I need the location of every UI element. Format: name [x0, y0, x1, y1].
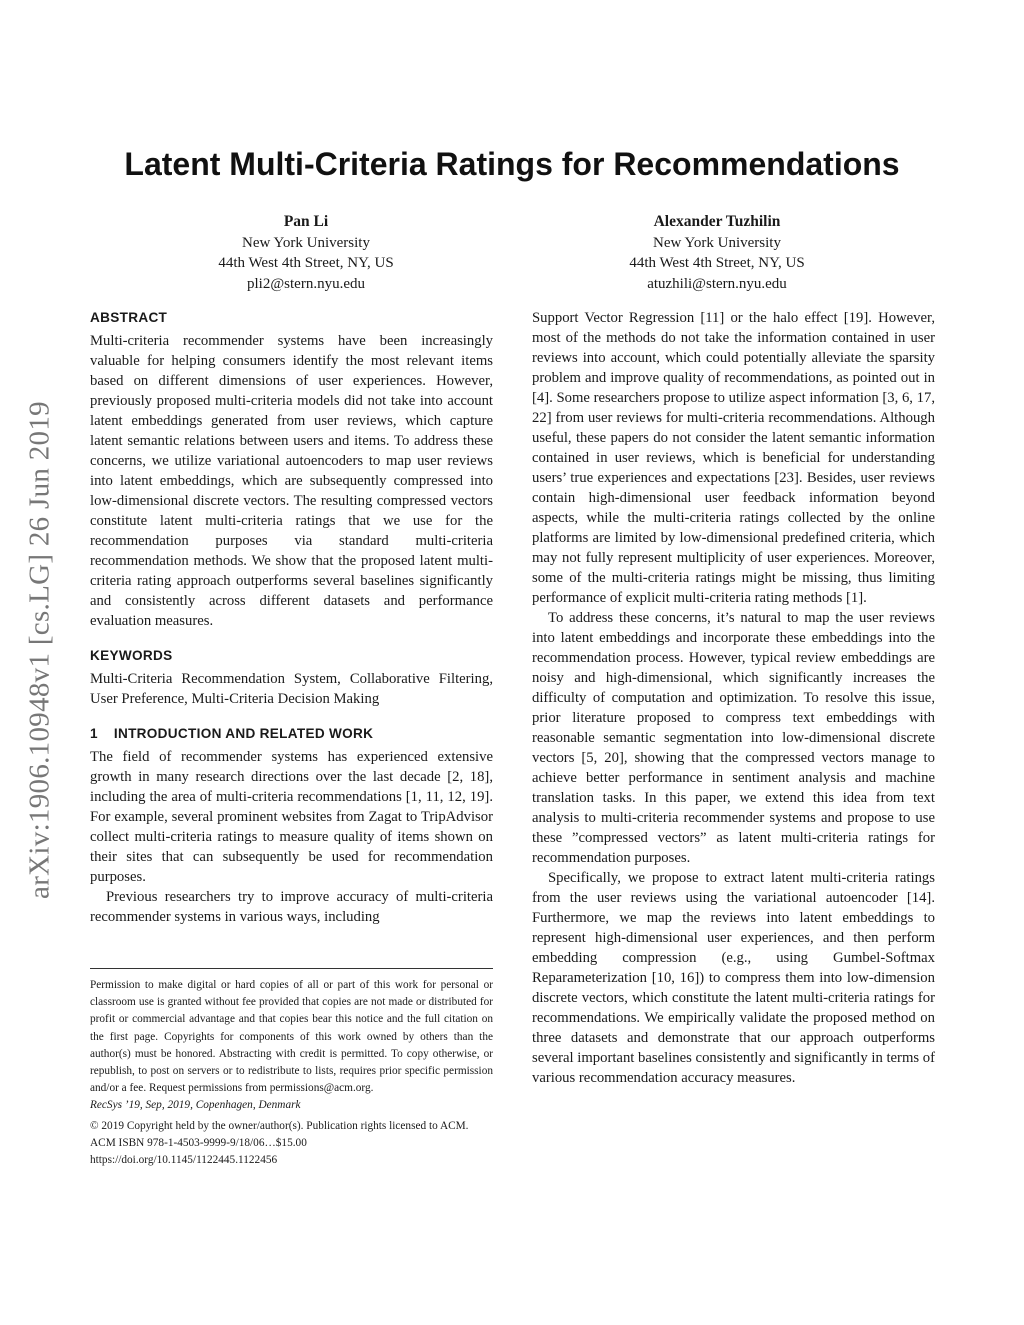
intro-paragraph: The field of recommender systems has experienced extensive growth in many research directions over the last decade [2, 18], including the area of multi-criteria recommendations [1, 11, 12, 19]. For example, several prominent websites from Zagat to TripAdvisor collect multi-criteria ratings to measure quality of items shown on their sites that can subsequently be used for recommendation purposes. [90, 749, 493, 885]
section-title: INTRODUCTION AND RELATED WORK [113, 726, 374, 741]
doi-link[interactable]: https://doi.org/10.1145/1122445.1122456 [90, 1154, 278, 1167]
keywords-heading: KEYWORDS [90, 648, 173, 663]
abstract-text: Multi-criteria recommender systems have been increasingly valuable for helping consumers identify the most relevant items based on different dimensions of user experiences. However, previously proposed multi-criteria models did not take into account latent embeddings generated from user reviews, which capture latent semantic relations between users and items. To address these concerns, we utilize variational autoencoders to map user reviews into latent embeddings, which are subsequently compressed into low-dimensional discrete vectors. The resulting compressed vectors constitute latent multi-criteria ratings that we use for the recommendation purposes via standard multi-criteria recommendation methods. We show that the proposed latent multi-criteria rating approach outperforms several baselines significantly and consistently across different datasets and performance evaluation measures. [90, 333, 493, 629]
arxiv-sidebar [10, 355, 70, 945]
keywords-section [90, 646, 493, 709]
intro-paragraph: Previous researchers try to improve accuracy of multi-criteria recommender systems in various ways, including [90, 889, 493, 925]
left-column [90, 308, 493, 927]
author-email: atuzhili@stern.nyu.edu [647, 275, 787, 292]
arxiv-identifier: arXiv:1906.10948v1 [cs.LG] 26 Jun 2019 [23, 401, 56, 899]
author-block-2 [557, 212, 877, 294]
keywords-text: Multi-Criteria Recommendation System, Collaborative Filtering, User Preference, Multi-Criteria Decision Making [90, 671, 493, 707]
copyright-line: © 2019 Copyright held by the owner/author(s). Publication rights licensed to ACM. [90, 1119, 469, 1132]
author-affiliation: New York University [653, 234, 781, 251]
author-affiliation: New York University [242, 234, 370, 251]
author-address: 44th West 4th Street, NY, US [629, 255, 805, 271]
author-name: Alexander Tuzhilin [653, 213, 781, 230]
intro-paragraph: Specifically, we propose to extract latent multi-criteria ratings from the user reviews using the variational autoencoder [14]. Furthermore, we map the reviews into latent embeddings to represent high-dimensional user experiences, and then perform embedding compression (e.g., using Gumbel-Softmax Reparameterization [10, 16]) to compress them into low-dimension discrete vectors, which constitute the latent multi-criteria ratings for recommendations. We empirically validate the proposed method on three datasets and demonstrate that our approach outperforms several important baselines consistently and significantly in terms of various recommendation accuracy measures. [532, 870, 935, 1086]
introduction-section [90, 724, 493, 927]
copyright-footnote [90, 968, 493, 1169]
author-email: pli2@stern.nyu.edu [247, 275, 365, 292]
right-column [532, 308, 935, 1088]
author-name: Pan Li [283, 213, 329, 230]
author-block-1 [146, 212, 466, 294]
introduction-heading [90, 724, 493, 744]
abstract-heading: ABSTRACT [90, 310, 168, 325]
permission-notice: Permission to make digital or hard copies of all or part of this work for personal or classroom use is granted without fee provided that copies are not made or distributed for profit or commercial advantage and that copies bear this notice and the full citation on the first page. Copyrights for components of this work owned by others than the author(s) must be honored. Abstracting with credit is permitted. To copy otherwise, or republish, to post on servers or to redistribute to lists, requires prior specific permission and/or a fee. Request permissions from permissions@acm.org. [90, 979, 493, 1095]
isbn-line: ACM ISBN 978-1-4503-9999-9/18/06…$15.00 [90, 1136, 307, 1149]
conference-venue: RecSys ’19, Sep, 2019, Copenhagen, Denmark [90, 1099, 301, 1112]
section-number: 1 [90, 726, 98, 741]
author-address: 44th West 4th Street, NY, US [218, 255, 394, 271]
abstract-section [90, 308, 493, 631]
intro-paragraph: To address these concerns, it’s natural to map the user reviews into latent embeddings and incorporate these embeddings into the recommendation process. However, typical review embeddings are noisy and high-dimensional, which significantly increases the difficulty of computation and optimization. To resolve this issue, prior literature proposed to compress text embeddings with reasonable semantic segmentation into low-dimensional discrete vectors [5, 20], showing that the compressed vectors manage to achieve better performance in sentiment analysis and machine translation tasks. In this paper, we extend this idea from text analysis to multi-criteria recommender systems and propose to use these ”compressed vectors” as latent multi-criteria ratings for recommendation purposes. [532, 610, 935, 866]
paper-title: Latent Multi-Criteria Ratings for Recommendations [124, 146, 900, 182]
intro-paragraph: Support Vector Regression [11] or the halo effect [19]. However, most of the methods do not take the information contained in user reviews into account, which could potentially alleviate the sparsity problem and improve quality of recommendations, as pointed out in [4]. Some researchers propose to utilize aspect information [3, 6, 17, 22] from user reviews for multi-criteria recommendations. Although useful, these papers do not consider the latent semantic information contained in user reviews, which is beneficial for understanding users’ true experiences and expectations [23]. Besides, user reviews contain high-dimensional user feedback information beyond aspects, while the multi-criteria ratings collected by the online platforms are limited by low-dimensional predefined criteria, which may not fully represent multiplicity of user experiences. Moreover, some of the multi-criteria ratings might be missing, thus limiting performance of explicit multi-criteria rating methods [1]. [532, 310, 935, 606]
